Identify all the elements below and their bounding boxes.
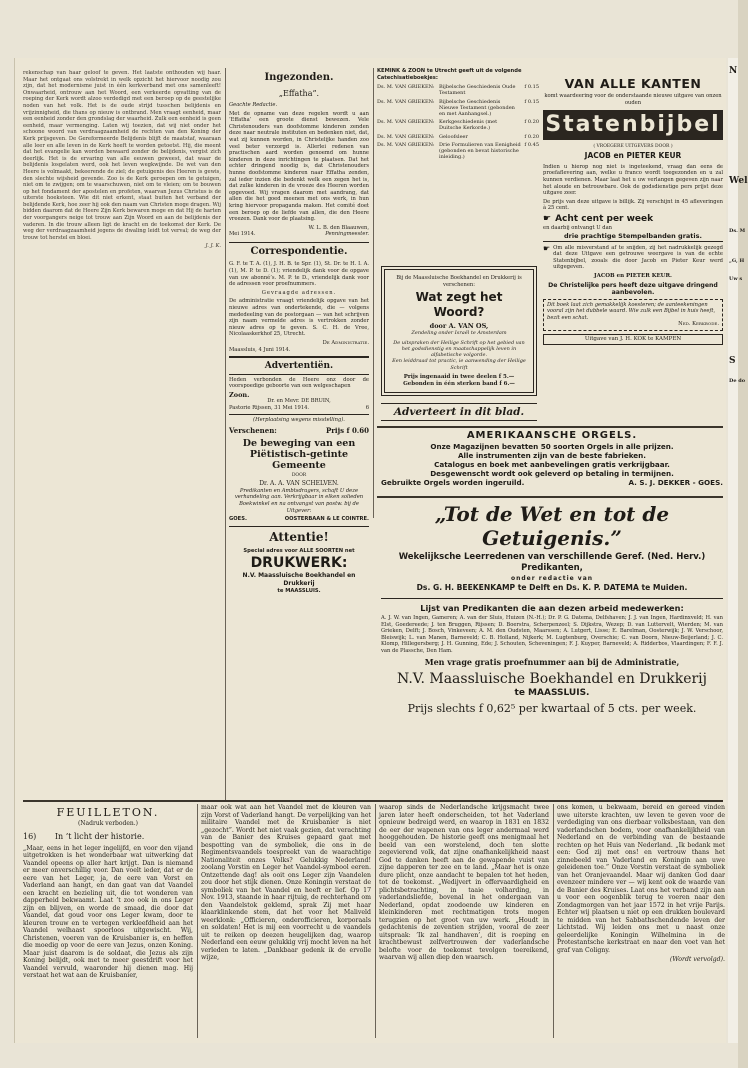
redactie-names: Ds. G. H. BEEKENKAMP te Delft en Ds. K. P. DATEMA te Muiden. bbox=[416, 583, 688, 592]
column-rule bbox=[375, 804, 376, 1038]
wat-zegt-title: Wat zegt het Woord? bbox=[415, 290, 503, 319]
wordt-vervolgd: (Wordt vervolgd). bbox=[669, 956, 725, 963]
statenbijbel-title: Statenbijbel bbox=[545, 112, 721, 138]
acht-cent-sub: en daarbij ontvangt U dan bbox=[543, 224, 613, 231]
orgels-line4: Desgewenscht wordt ook geleverd op betaling in termijnen. bbox=[430, 469, 674, 478]
kemink-item bbox=[377, 142, 539, 161]
orgels-line3: Catalogus en boek met aanbevelingen gratis verkrijgbaar. bbox=[434, 460, 670, 469]
wat-zegt-sub: Zendeling onder Israël te Amsterdam bbox=[411, 330, 507, 336]
kemink-price: f 0.20 bbox=[524, 133, 539, 140]
correspondentie-body: G. F. te T. A. (1), J. H. B. te Spr. (1), St. Dr. te H. I. A. (1), M. P. te D. (1); vriendelijk dank voor de opgave van uw abonné’s. M. P. te D., vriendelijk dank voor de adressen voor proefnummers. bbox=[229, 261, 369, 288]
quote-box bbox=[543, 299, 723, 331]
ingezonden-column bbox=[229, 68, 369, 800]
wat-zegt-intro: Bij de Maassluische Boekhandel en Drukkerij is verschenen: bbox=[396, 275, 522, 288]
pointing-hand-icon: ☛ bbox=[543, 243, 551, 253]
kemink-price: f 0.45 bbox=[524, 141, 539, 148]
firm-place: te MAASSLUIS. bbox=[277, 587, 321, 594]
special-adres: Special adres voor ALLE SOORTEN net bbox=[243, 548, 355, 555]
keur-ref: JACOB en PIETER KEUR. bbox=[594, 272, 672, 279]
ingezonden-role: Penningmeester. bbox=[325, 231, 369, 238]
kemink-item bbox=[377, 99, 539, 118]
kemink-title: Geloofsleer bbox=[439, 133, 468, 140]
feuilleton-column-3 bbox=[379, 804, 549, 1038]
kemink-item bbox=[377, 84, 539, 96]
firm-name: N.V. Maassluische Boekhandel en Drukkerij bbox=[242, 571, 356, 587]
edge-fragment: De do bbox=[729, 378, 746, 384]
newspaper-page bbox=[14, 58, 726, 1043]
tot-firm-name: N.V. Maassluische Boekhandel en Drukkerij bbox=[396, 670, 707, 687]
orgels-line2: Alle instrumenten zijn van de beste fabrieken. bbox=[457, 451, 647, 460]
feuilleton-number: 16) bbox=[23, 831, 37, 841]
book-price: Prijs f 0.60 bbox=[325, 426, 369, 436]
wat-zegt-ad bbox=[381, 266, 537, 396]
wat-zegt-desc: De uitspraken der Heilige Schrift op het gebied van het godsdienstig en maatschappelijk leven in alfabetische volgorde. bbox=[393, 339, 525, 359]
kemink-price: f 0.15 bbox=[524, 98, 539, 105]
feuilleton-text-a: „Maar, eens in het leger ingelijfd, en voor den vijand uitgetrokken is het wonderbaar wat uitwerking dat Vaandel opeens op aller hart krijgt. Dan is niemand er meer onverschillig voor. Dan voelt ieder, dat er de eere van het Leger, ja, de eere van Vorst en Vaderland aan hangt, en dan gaat van dat Vaandel een kracht en bezieling uit, die tot wonderen van dapperheid bekwaamt. Laat ’t zoo ook in ons Leger zijn en blijven, en worde de smaad, die door dat Vaandel, dat goud voor ons Leger kwam, door te kleuren trouw en te vertegen verkleefdheid aan het Vaandel welhaast spoorloos uitgewischt. Wij, Christenen, voeren van de Kruisbanier is, en heffen die moedig op voor de eere van Jezus, onzen Koning. Maar juist daarom is de soldaat, die Jezus als zijn Koning belijdt, ook met te meer geestdrift voor het Vaandel vervuld, waaronder hij dienen mag. Hij verstaat het wat aan de Kruisbanier, bbox=[23, 844, 193, 979]
feuilleton-heading: FEUILLETON. bbox=[56, 806, 160, 819]
book-author: Dr. A. A. VAN SCHELVEN. bbox=[259, 479, 339, 487]
quote-source: Ned. Kerkbode. bbox=[678, 321, 719, 328]
wat-zegt-price2: Gebonden in één sterken band f 6.— bbox=[403, 381, 515, 388]
article-column-1 bbox=[23, 70, 221, 798]
feuilleton-column-2 bbox=[201, 804, 371, 1038]
wat-zegt-author: door A. VAN OS, bbox=[429, 322, 489, 330]
birth-son: Zoon. bbox=[229, 390, 250, 399]
kemink-title: Bijbelsche Geschiedenis Nieuwe Testament (gebonden en met Aanhangsel.) bbox=[439, 98, 515, 117]
kemink-author: Ds. M. VAN GRIEKEN: bbox=[377, 84, 435, 91]
ingezonden-date: Mei 1914. bbox=[229, 231, 256, 238]
feuilleton-text-c: waarop sinds de Nederlandsche krijgsmacht twee jaren later heeft onderscheiden, tot het Vaderland opnieuw bedreigd werd, en waarop in 1831 en 1832 de eer der wapenen van ons leger andermaal werd hooggehouden. De historie geeft ons menigmaal het beeld van een worstelend, doch ten slotte zegevierend volk, dat zijne onafhankelijkheid naast God te danken heeft aan de gewapende vuist van zijne dapperen ter zee en te land. „Maar het is onze dure plicht, onze aandacht te bepalen tot het heden, tot de toekomst. „Wedijvert in offervaardigheid en plichtsbetrachting, in taaie volharding, in vaderlandsliefde, bovenal in het ondergaan van Nederland, opdat zoodoende uw kinderen en kleinkinderen met rechtmatigen trots mogen terugzien op het groot van uw werk. „Houdt in gedachtenis de zeventien strijden, vooral de zeer uitspraak: ’Ik zal handhaven’, dit is roeping en krachtbewust zelfvertrouwen der vaderlandsche belofte voor de toekomst tevolgen toereikend, waarvan wij allen diep den waarsch. bbox=[379, 804, 549, 961]
ingezonden-signature: W. L. B. den Blaauwen, bbox=[308, 224, 369, 231]
orgels-line5: Gebruikte Orgels worden ingeruild. bbox=[381, 478, 525, 487]
edge-fragment: N bbox=[729, 66, 738, 76]
predikanten-names: A. J. W. van Ingen, Gameren; A. van der Sluis, Huizen (N.-H.); Dr. P. G. Datema, Delfshaven; J. J. van Ingen, Hardinxveld; H. van Elst, Goedereede; J. ten Bruggen, Rijssen; D. Boerstra, Scherpenzeel; S. Dijkstra, Wezep; D. van Luttervelt, Wierden; M. van Grieken, Delft; J. Bosch, Vinkeveen; A. M. den Oudsten, Maarssen; A. Lutgert, Lisse; E. Barelman, Oosterwijk; J. W. Verschoor, Bleiswijk; L. van Manen, Barneveld; C. B. Holland, Nijkerk; M. Lugtenburg, Overschie; C. van Doorn, Nieuw-Beijerland; J. C. Klomp, Hillegersberg; J. H. Gunning, Ede; J. Schouten, Scheveningen; F. J. Kuyper, Barneveld; A. Ridderbos, Vlaardingen; F. F. J. van de Plassche, Den Ham. bbox=[381, 615, 723, 654]
ingezonden-heading: Ingezonden. bbox=[264, 72, 334, 83]
onder-redactie: onder redactie van bbox=[510, 575, 594, 582]
ingezonden-body: Met de opname van deze regelen wordt u aan ’Effatha’ een groote dienst bewezen. Vele Christenouders van doofstomme kinderen zenden deze naar neutrale instituten en bedenken niet, dat, wat zij kunnen worden, in Christelijke handen zoo veel beter verzorgd is. Allerlei redenen van practischen aard worden genoemd om hunne kinderen in deze inrichtingen te plaatsen. Dat het echter dringend noodig is, dat Christenouders hunne doofstomme kinderen naar Effatha zenden, zal ieder inzien die bedenkt welk een zegen het is, dat zulke kinderen in de vreeze des Heeren worden opgevoed. Wij vragen daarom met aandrang, dat allen die het goed meenen met ons werk, in hun kring hiervoor propaganda maken. Het comité doet een beroep op de liefde van allen, die den Heere vreezen. Dank voor de plaatsing. bbox=[229, 110, 369, 223]
verschenen-label: Verschenen: bbox=[229, 426, 277, 436]
herplaatsing-note: (Herplaatsing wegens misstelling). bbox=[253, 416, 345, 423]
edge-fragment: Uw s bbox=[729, 276, 743, 282]
kemink-title: Bijbelsche Geschiedenis Oude Testament bbox=[439, 84, 516, 97]
feuilleton-sub: (Nadruk verboden.) bbox=[77, 820, 139, 827]
gevraagde-adressen: Gevraagde adressen. bbox=[261, 289, 337, 296]
kemink-author: Ds. M. VAN GRIEKEN: bbox=[377, 98, 435, 105]
quote: Dit boek laat zich gemakkelijk koesteren; de aanteekeningen vooral zijn het dubbele waard. Wie zulk een Bijbel in huis heeft, bezit een schat. bbox=[547, 301, 716, 321]
birth-intro: Heden verbonden de Heere onz door de voorspoedige geboorte van een welgeschapen bbox=[229, 376, 369, 390]
kemink-list bbox=[377, 84, 539, 160]
publisher-place: GOES. bbox=[229, 516, 247, 523]
van-alle-kanten: VAN ALLE KANTEN bbox=[564, 76, 702, 91]
acht-cent: Acht cent per week bbox=[555, 213, 654, 224]
wat-zegt-price1: Prijs ingenaaid in twee deelen f 5.— bbox=[403, 373, 515, 380]
statenbijbel-banner bbox=[543, 110, 723, 140]
book-door: DOOR bbox=[291, 473, 307, 479]
edge-fragment: Ds. M bbox=[729, 228, 746, 234]
publishers: JACOB en PIETER KEUR bbox=[584, 150, 682, 160]
orgels-ad bbox=[381, 430, 723, 492]
tot-de-wet-sub: Wekelijksche Leerredenen van verschillende Geref. (Ned. Herv.) Predikanten, bbox=[398, 552, 706, 573]
birth-parents: Dr. en Mevr. DE BRUIN, bbox=[267, 398, 331, 405]
administratie: De Administratie. bbox=[322, 339, 369, 346]
uitgave-kok: Uitgave van J. H. KOK te KAMPEN bbox=[543, 334, 723, 345]
section-rule bbox=[377, 426, 723, 428]
feuilleton-column-4 bbox=[557, 804, 725, 1038]
kemink-item bbox=[377, 134, 539, 140]
advertentien-heading: Advertentiën. bbox=[264, 360, 334, 371]
book-note: Predikanten en Ambtsdragers, schaft U deze verhandeling aan. Verkrijgbaar in elken solieden Boekwinkel en na ontvangst van postw. bij de Uitgever: bbox=[234, 487, 364, 514]
column-rule bbox=[553, 804, 554, 1038]
tot-de-wet-title: „Tot de Wet en tot de Getuigenis.” bbox=[434, 502, 670, 550]
christelijke-pers: De Christelijke pers heeft deze uitgave dringend aanbevolen. bbox=[548, 281, 718, 296]
article-signature: J. J. K. bbox=[205, 243, 221, 250]
statenbijbel-intro: komt waardeering voor de onderstaande nieuwe uitgave van onzen ouden bbox=[544, 93, 722, 106]
wat-zegt-desc2: Een leiddraad tot practic, ie aanwending der Heilige Schrift bbox=[392, 358, 526, 371]
premie: drie prachtige Stempelbanden gratis. bbox=[543, 232, 723, 242]
kemink-author: Ds. M. VAN GRIEKEN: bbox=[377, 141, 435, 148]
proefnummer: Men vrage gratis proefnummer aan bij de Administratie, bbox=[424, 656, 680, 667]
feuilleton-text-d: ons komen, u bekwaam, bereid en gereed vinden uwe uiterste krachten, uw leven te geven voor de verdediging van ons dierbaar volksbestaan, van den vaderlandschen bodem, voor onafhankelijkheid van Nederland en de verbinding van de bestaande rechten op het Huis van Nederland. „Ik bedank met een: God zij met ons! en vertrouw thans het zinnebeeld van Vaderland en Koningin aan uwe geleidenen toe.” Onze Vorstin verstaat de symboliek van het Oranjevaandel. Maar wij danken God daar evenzeer mindere ver — wij kent ook de waarde van de Banier des Kruises. Laat ons het verband zijn aan u voor een oogenblik terug te voeren naar den Zondagmorgen van het jaar 1572 in het vrije Parijs. Echter wij plaatsen u niet op een drukken boulevard te midden van het Sabbathschendende leven der Lichtstad. Wij leiden ons met u naast onze geleerdelijke Koningin Wilhelmina in de Protestantsche kerkstraat en naar den voet van het graf van Coligny. bbox=[557, 804, 725, 954]
orgels-line1: Onze Magazijnen bevatten 50 soorten Orgels in alle prijzen. bbox=[430, 442, 674, 451]
edge-fragment: Wel bbox=[729, 176, 748, 186]
feuilleton-title: In ’t licht der historie. bbox=[54, 831, 145, 841]
statenbijbel-note: De prijs van deze uitgave is billijk. Zij verschijnt in 45 afleveringen à 25 cent. bbox=[543, 198, 723, 212]
column-rule bbox=[373, 68, 374, 518]
pointing-hand-icon: ☛ bbox=[543, 214, 552, 225]
feuilleton-column-1 bbox=[23, 804, 193, 1038]
birth-num: 6 bbox=[365, 404, 369, 411]
feuilleton-text-b: maar ook wat aan het Vaandel met de kleuren van zijn Vorst of Vaderland hangt. De verpelijking van het militaire Vaandel met de Kruisbanier is niet „gezocht”. Wordt het niet vaak gezien, dat verachting van de Banier des Kruises gepaard gaat met bespotting van de symboliek, die ons in de Regimentsvaandels toespreekt van de waarachtige Nationaliteit onzes Volks? Gelukkig Nederland! zoolang Vorstin en Leger het Vaandel-symbool eeren. Ontzettende dag! als ooit ons Leger zijn Vaandelen zou door het stijk dienen. Onze Koningin verstaat de symboliek van het Vaandel en heeft er lief. Op 17 Nov. 1913, staande in haar rijtuig, de rechterhand om den Vaandelstok geklemd, sprak Zij met haar klaarklinkende stem, dat het voor het Maliveld weerklonk: „Officieren, onderofficieren, korporaals en soldaten! Het is mij een voorrecht u de vaandels uit te reiken op deezen heugelijken dag, waarop Nederland een eeuw gelukkig vrij mocht leven na het verleden te laten. „Dankbaar gedenk ik de ervolle wijze, bbox=[201, 804, 371, 961]
kemink-title: Kerkgeschiedenis (met Duitsche Kerkorde.) bbox=[439, 119, 498, 132]
column-rule bbox=[225, 68, 226, 800]
page-rule bbox=[23, 800, 723, 802]
adverteert-text: Adverteert in dit blad. bbox=[393, 406, 525, 418]
article-body: rekenschap van haar geloof te geven. Het laatste onthouden wij haar. Maar het ontgaat ons volstrekt in welk opzicht het hiervoor noodig zou zijn, dat het modernisme juist in één kerkverband met ons samenleeft! Onwaarheid, ontrouw aan het Woord, een verkeerde opvatting van de roeping der Kerk wordt alzoo verdedigd met een beroep op de geestelijke noden van het volk. Het is de oude strijd tusschen belijdenis en vrijzinnigheid, die thans op nieuw is ontbrand. Men vraagt eenheid, maar een eenheid zonder den grondslag der waarheid. Zulk een eenheid is geen eenheid, maar vermenging. Laten wij toezien, dat wij niet onder het schoone woord van verdraagzaamheid de rechten van den Koning der Kerk prijsgeven. De Gereformeerde Belijdenis blijft de maatstaf, waaraan alle leer en alle leven in de Kerk heeft te worden getoetst. Hij, die meent dat het evangelie kan worden bewaard zonder de belijdenis, vergist zich deerlijk. Het is de ervaring van alle eeuwen geweest, dat waar de belijdenis losgelaten werd, ook het leven wegkwijnde. De wet van den Heere is volmaakt, bekeerende de ziel; de getuigenis des Heeren is gewis, den slechte wijsheid gevende. Zoo is de Kerk geroepen om te getuigen, niet om te zwijgen; om te waarschuwen, niet om te vleien; om te bouwen op het fondament der apostelen en profeten, waarvan Jezus Christus is de uiterste hoeksteen. Wie dit niet erkent, staat buiten het verband der belijdende Kerk, hoe zeer hij ook den naam van Christen moge dragen. Wij bidden daarom dat de Heere Zijn Kerk bewaren moge en dat Hij de harten der voorgangers neige tot trouw aan Zijn Woord en aan de belijdenis der vaderen. In die trouw alleen ligt de kracht en de toekomst der Kerk. De weg der verdraagzaamheid jegens de dwaling leidt tot verval; de weg der trouw tot herstel en bloei. bbox=[23, 70, 221, 241]
tot-price: Prijs slechts f 0,62⁵ per kwartaal of 5 cts. per week. bbox=[407, 701, 697, 715]
correspondentie-notice: De administratie vraagt vriendelijk opgave van het nieuwe adres van ondertekende, die — volgens mededeeling van de postorgaan — van het schrijven zijn naam vermelde adres is vertrokken zonder nieuw adres op te geven. S. C. H. de Vree, Nicolaaskerkhof 25, Utrecht. bbox=[229, 298, 369, 338]
correspondentie-heading: Correspondentie. bbox=[250, 246, 348, 258]
misverstand: Om alle misverstand af te snijden, zij het nadrukkelijk gezegd dat deze Uitgave een getrouwe weergave is van de echte Statenbijbel, zooals die door Jacob en Pieter Keur werd uitgegeven. bbox=[553, 244, 723, 271]
kemink-author: Ds. M. VAN GRIEKEN: bbox=[377, 119, 435, 126]
kemink-price: f 0.15 bbox=[524, 84, 539, 91]
adverteert-banner bbox=[381, 403, 537, 421]
orgels-firm: A. S. J. DEKKER - GOES. bbox=[628, 478, 723, 487]
section-rule bbox=[377, 496, 723, 498]
publishers-label: ( VROEGERE UITGEVERS DOOR ) bbox=[593, 144, 673, 150]
tot-firm-place: te MAASSLUIS. bbox=[514, 687, 590, 698]
statenbijbel-body: Indien u hierop nog niet is ingeteekend, vraag dan eens de proefaflevering aan, welke u franco wordt toegezonden en u zal kunnen verdienen. Maar laat het u uw verlangen gegeven zijn naar het aloude en betrouwbare. Ook de godsdienstige pers prijst deze uitgave zeer. bbox=[543, 163, 723, 197]
kemink-price: f 0.20 bbox=[524, 119, 539, 126]
book-title: De beweging van een Piëtistisch-getinte Gemeente bbox=[242, 438, 356, 472]
column-rule bbox=[197, 804, 198, 1038]
kemink-header: KEMINK & ZOON te Utrecht geeft uit de volgende Catechisatieboekjes: bbox=[377, 68, 522, 81]
edge-fragment: S bbox=[729, 356, 736, 366]
attentie-heading: Attentie! bbox=[269, 530, 329, 545]
kemink-author: Ds. M. VAN GRIEKEN: bbox=[377, 133, 435, 140]
place-date: Maassluis, 4 Juni 1914. bbox=[229, 346, 291, 353]
statenbijbel-column bbox=[543, 70, 723, 425]
salutation: Geachte Redactie. bbox=[229, 102, 278, 108]
lijst-heading: Lijst van Predikanten die aan dezen arbeid medewerken: bbox=[420, 603, 684, 613]
drukwerk-heading: DRUKWERK: bbox=[250, 554, 348, 571]
publisher-name: OOSTERBAAN & LE COINTRE. bbox=[284, 516, 369, 523]
edge-fragment: „G, H bbox=[729, 258, 745, 264]
kemink-item bbox=[377, 119, 539, 131]
effatha-title: „Effatha”. bbox=[278, 89, 320, 98]
tot-de-wet-ad bbox=[381, 500, 723, 800]
next-page-edge bbox=[728, 58, 748, 1043]
kemink-title: Drie Formulieren van Eenigheid (gebonden en bevat historische inleiding.) bbox=[439, 141, 521, 161]
birth-place: Pastorie Rijssen, 31 Mei 1914. bbox=[229, 404, 310, 411]
orgels-heading: AMERIKAANSCHE ORGELS. bbox=[466, 430, 638, 441]
